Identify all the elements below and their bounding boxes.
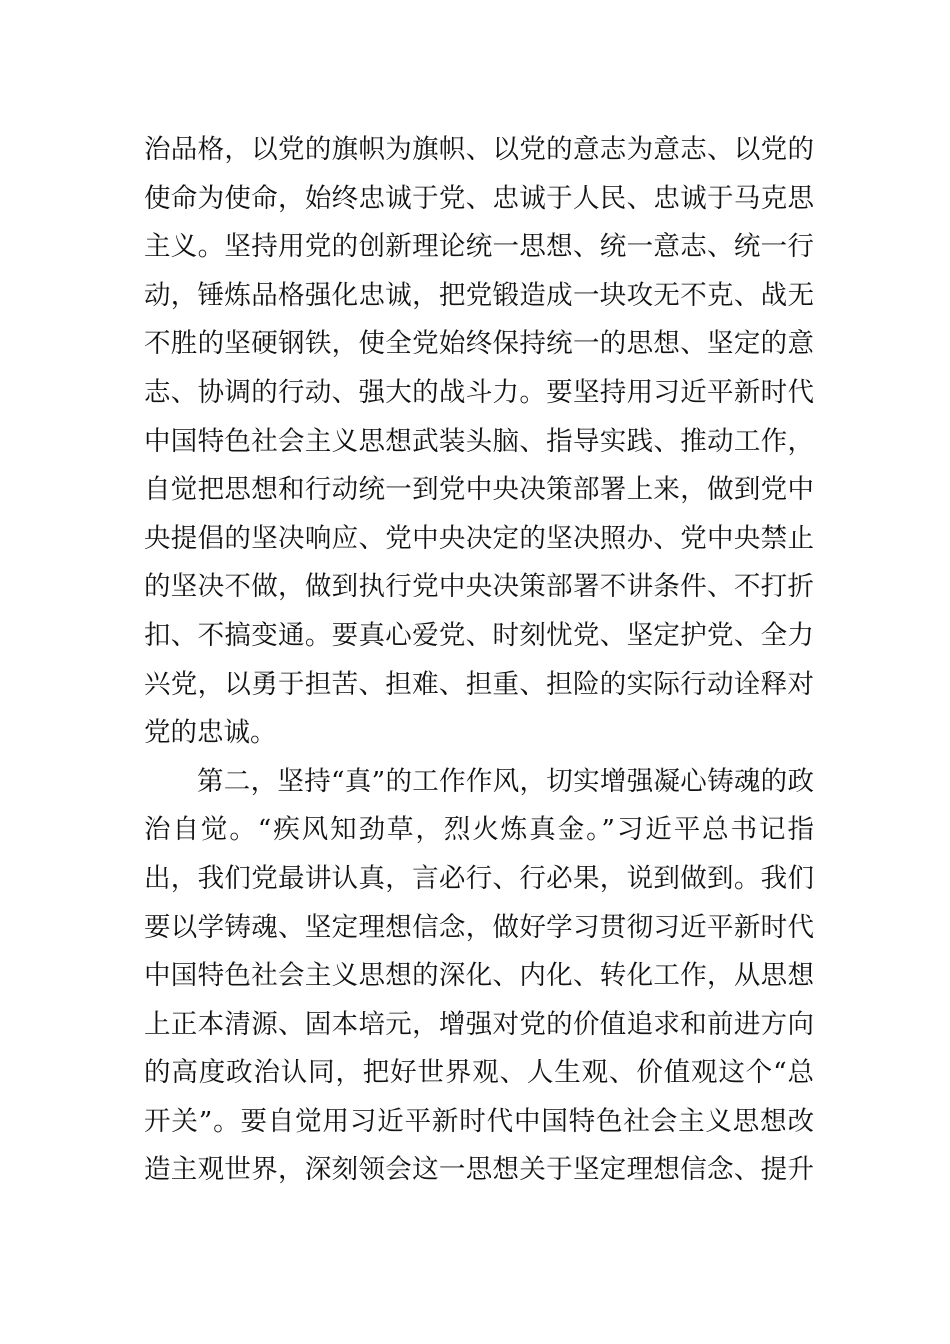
- text-line: 扣、不搞变通。要真心爱党、时刻忧党、坚定护党、全力: [144, 619, 814, 651]
- text-line: 的高度政治认同，把好世界观、人生观、价值观这个“总: [144, 1057, 814, 1089]
- text-line: 主义。坚持用党的创新理论统一思想、统一意志、统一行: [144, 231, 814, 263]
- text-line: 出，我们党最讲认真，言必行、行必果，说到做到。我们: [144, 862, 814, 894]
- text-line: 治自觉。“疾风知劲草，烈火炼真金。”习近平总书记指: [144, 814, 814, 846]
- text-line: 志、协调的行动、强大的战斗力。要坚持用习近平新时代: [144, 376, 814, 408]
- text-line: 造主观世界，深刻领会这一思想关于坚定理想信念、提升: [144, 1154, 814, 1186]
- text-line: 第二，坚持“真”的工作作风，切实增强凝心铸魂的政: [197, 765, 814, 797]
- text-line: 不胜的坚硬钢铁，使全党始终保持统一的思想、坚定的意: [144, 328, 814, 360]
- text-line: 党的忠诚。: [144, 717, 277, 749]
- text-line: 自觉把思想和行动统一到党中央决策部署上来，做到党中: [144, 474, 814, 506]
- text-line: 开关”。要自觉用习近平新时代中国特色社会主义思想改: [144, 1105, 814, 1137]
- body-text: [144, 126, 814, 1195]
- text-line: 治品格，以党的旗帜为旗帜、以党的意志为意志、以党的: [144, 134, 814, 165]
- text-line: 中国特色社会主义思想的深化、内化、转化工作，从思想: [144, 960, 814, 992]
- text-line: 动，锤炼品格强化忠诚，把党锻造成一块攻无不克、战无: [144, 279, 814, 311]
- text-line: 央提倡的坚决响应、党中央决定的坚决照办、党中央禁止: [144, 522, 814, 554]
- text-line: 要以学铸魂、坚定理想信念，做好学习贯彻习近平新时代: [144, 911, 814, 943]
- paragraph-2: [144, 758, 814, 1195]
- text-line: 的坚决不做，做到执行党中央决策部署不讲条件、不打折: [144, 571, 814, 603]
- paragraph-1: [144, 126, 814, 758]
- text-line: 兴党，以勇于担苦、担难、担重、担险的实际行动诠释对: [144, 668, 814, 700]
- text-line: 使命为使命，始终忠诚于党、忠诚于人民、忠诚于马克思: [144, 182, 814, 214]
- text-line: 上正本清源、固本培元，增强对党的价值追求和前进方向: [144, 1008, 814, 1040]
- text-line: 中国特色社会主义思想武装头脑、指导实践、推动工作，: [144, 425, 814, 457]
